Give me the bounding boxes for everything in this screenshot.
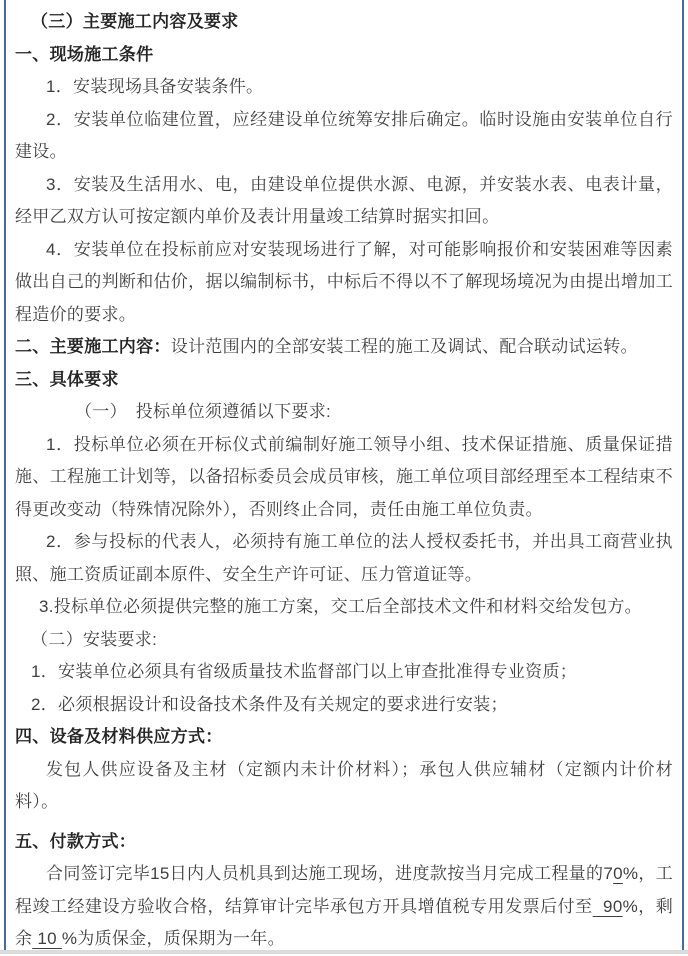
document-body <box>15 6 673 956</box>
section-heading-2 <box>15 331 673 364</box>
bold-text-run: 二、主要施工内容： <box>15 337 171 356</box>
para-3-2 <box>15 526 673 591</box>
text-run: %为质保金，质保期为一年。 <box>61 929 285 948</box>
para-4-1 <box>15 754 673 819</box>
section-heading-5 <box>15 826 673 859</box>
para-3-sub1 <box>15 396 673 429</box>
underlined-text-run: 90 <box>592 896 623 916</box>
text-run: %，工程竣工经建设方验收合格，结算审计完毕承包方开具增值税专用发票后付至 <box>15 864 674 916</box>
section-heading-4 <box>15 721 673 754</box>
document-page <box>4 0 684 954</box>
text-run: 3．安装及生活用水、电，由建设单位提供水源、电源，并安装水表、电表计量，经甲乙双方认可按定额内单价及表计用量竣工结算时据实扣回。 <box>15 174 673 226</box>
text-run: 合同签订完毕15日内人员机具到达施工现场，进度款按当月完成工程量的7 <box>46 864 614 883</box>
bold-text-run: 一、现场施工条件 <box>15 44 154 64</box>
para-1-3 <box>15 169 673 234</box>
para-1-2 <box>15 104 673 169</box>
underlined-text-run: 10 <box>32 929 62 948</box>
bold-text-run: 三、具体要求 <box>15 369 119 389</box>
text-run: 1．安装现场具备安装条件。 <box>46 77 264 96</box>
text-run: 3.投标单位必须提供完整的施工方案，交工后全部技术文件和材料交给发包方。 <box>39 597 642 616</box>
para-3-sub2 <box>15 624 673 657</box>
page-bottom-divider <box>0 950 688 954</box>
para-3-1 <box>15 429 673 527</box>
para-1-1 <box>15 71 673 104</box>
text-run: 1．安装单位必须具有省级质量技术监督部门以上审查批准得专业资质； <box>31 662 578 681</box>
text-run: （一） 投标单位须遵循以下要求: <box>75 402 332 421</box>
text-run: 2．安装单位临建位置，应经建设单位统筹安排后确定。临时设施由安装单位自行建设。 <box>15 109 673 161</box>
text-run: 发包人供应设备及主材（定额内未计价材料）；承包人供应辅材（定额内计价材料）。 <box>15 759 673 811</box>
text-run: 2．必须根据设计和设备技术条件及有关规定的要求进行安装； <box>31 694 508 714</box>
text-run: （二）安装要求: <box>31 629 158 649</box>
para-3b-1 <box>15 656 673 689</box>
text-run: %，剩余 <box>15 896 673 948</box>
para-1-4 <box>15 234 673 332</box>
section-heading-1 <box>15 39 673 72</box>
text-run: 1．投标单位必须在开标仪式前编制好施工领导小组、技术保证措施、质量保证措施、工程施工计划等，以备招标委员会成员审核，施工单位项目部经理至本工程结束不得更改变动（特殊情况除外），否则终止合同，责任由施工单位负责。 <box>15 434 673 519</box>
text-run: 设计范围内的全部安装工程的施工及调试、配合联动试运转。 <box>170 337 638 356</box>
text-run: 4．安装单位在投标前应对安装现场进行了解，对可能影响报价和安装困难等因素做出自己的判断和估价，据以编制标书，中标后不得以不了解现场境况为由提出增加工程造价的要求。 <box>15 239 673 324</box>
para-5-1 <box>15 858 673 956</box>
para-3-3 <box>15 591 673 624</box>
bold-text-run: （三）主要施工内容及要求 <box>31 12 239 31</box>
underlined-text-run: 0 <box>613 864 623 883</box>
para-3b-2 <box>15 689 673 722</box>
text-run: 2．参与投标的代表人，必须持有施工单位的法人授权委托书，并出具工商营业执照、施工资质证副本原件、安全生产许可证、压力管道证等。 <box>15 532 673 584</box>
doc-title <box>15 6 673 39</box>
bold-text-run: 五、付款方式： <box>15 831 137 851</box>
section-heading-3 <box>15 364 673 397</box>
bold-text-run: 四、设备及材料供应方式： <box>15 727 223 746</box>
